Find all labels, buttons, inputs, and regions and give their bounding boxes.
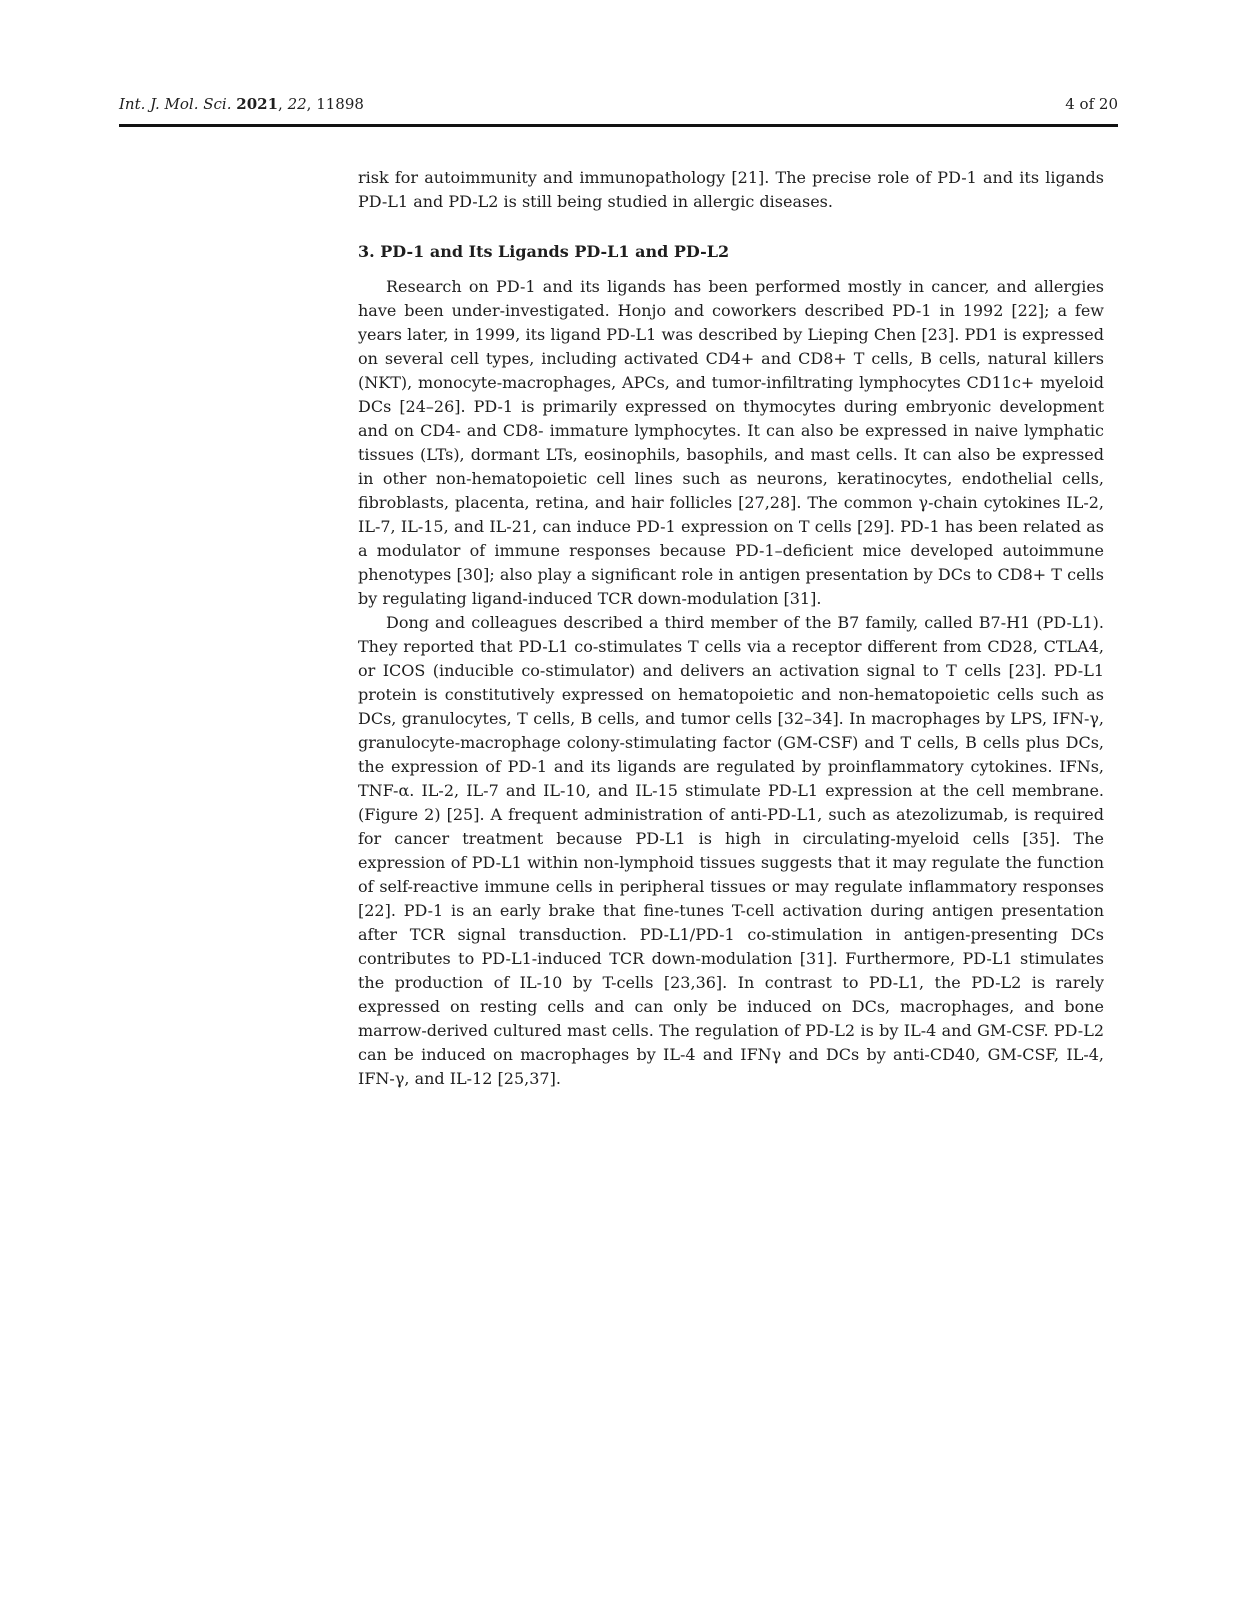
journal-article-number: , 11898 — [306, 95, 364, 113]
citation-separator: , — [278, 95, 288, 113]
journal-volume: 22 — [287, 95, 307, 113]
header-rule — [119, 124, 1118, 127]
page-indicator: 4 of 20 — [1065, 95, 1118, 113]
article-body — [358, 166, 1104, 1091]
continuation-paragraph: risk for autoimmunity and immunopathology [21]. The precise role of PD-1 and its ligands PD-L1 and PD-L2 is still being studied in allergic diseases. — [358, 168, 1104, 211]
journal-citation — [119, 94, 364, 114]
journal-title: Int. J. Mol. Sci. — [119, 95, 237, 113]
journal-year: 2021 — [236, 95, 279, 113]
body-paragraph-2: Dong and colleagues described a third member of the B7 family, called B7-H1 (PD-L1). They reported that PD-L1 co-stimulates T cells via a receptor different from CD28, CTLA4, or ICOS (inducible co-stimulator) and delivers an activation signal to T cells [23]. PD-L1 protein is constitutively expressed on hematopoietic and non-hematopoietic cells such as DCs, granulocytes, T cells, B cells, and tumor cells [32–34]. In macrophages by LPS, IFN-γ, granulocyte-macrophage colony-stimulating factor (GM-CSF) and T cells, B cells plus DCs, the expression of PD-1 and its ligands are regulated by proinflammatory cytokines. IFNs, TNF-α. IL-2, IL-7 and IL-10, and IL-15 stimulate PD-L1 expression at the cell membrane. (Figure 2) [25]. A frequent administration of anti-PD-L1, such as atezolizumab, is required for cancer treatment because PD-L1 is high in circulating-myeloid cells [35]. The expression of PD-L1 within non-lymphoid tissues suggests that it may regulate the function of self-reactive immune cells in peripheral tissues or may regulate inflammatory responses [22]. PD-1 is an early brake that fine-tunes T-cell activation during antigen presentation after TCR signal transduction. PD-L1/PD-1 co-stimulation in antigen-presenting DCs contributes to PD-L1-induced TCR down-modulation [31]. Furthermore, PD-L1 stimulates the production of IL-10 by T-cells [23,36]. In contrast to PD-L1, the PD-L2 is rarely expressed on resting cells and can only be induced on DCs, macrophages, and bone marrow-derived cultured mast cells. The regulation of PD-L2 is by IL-4 and GM-CSF. PD-L2 can be induced on macrophages by IL-4 and IFNγ and DCs by anti-CD40, GM-CSF, IL-4, IFN-γ, and IL-12 [25,37]. — [358, 613, 1104, 1088]
body-paragraph-1: Research on PD-1 and its ligands has been performed mostly in cancer, and allergies have been under-investigated. Honjo and coworkers described PD-1 in 1992 [22]; a few years later, in 1999, its ligand PD-L1 was described by Lieping Chen [23]. PD1 is expressed on several cell types, including activated CD4+ and CD8+ T cells, B cells, natural killers (NKT), monocyte-macrophages, APCs, and tumor-infiltrating lymphocytes CD11c+ myeloid DCs [24–26]. PD-1 is primarily expressed on thymocytes during embryonic development and on CD4- and CD8- immature lymphocytes. It can also be expressed in naive lymphatic tissues (LTs), dormant LTs, eosinophils, basophils, and mast cells. It can also be expressed in other non-hematopoietic cell lines such as neurons, keratinocytes, endothelial cells, fibroblasts, placenta, retina, and hair follicles [27,28]. The common γ-chain cytokines IL-2, IL-7, IL-15, and IL-21, can induce PD-1 expression on T cells [29]. PD-1 has been related as a modulator of immune responses because PD-1–deficient mice developed autoimmune phenotypes [30]; also play a significant role in antigen presentation by DCs to CD8+ T cells by regulating ligand-induced TCR down-modulation [31]. — [358, 277, 1104, 608]
running-head — [119, 94, 1118, 114]
section-heading: 3. PD-1 and Its Ligands PD-L1 and PD-L2 — [358, 242, 730, 261]
